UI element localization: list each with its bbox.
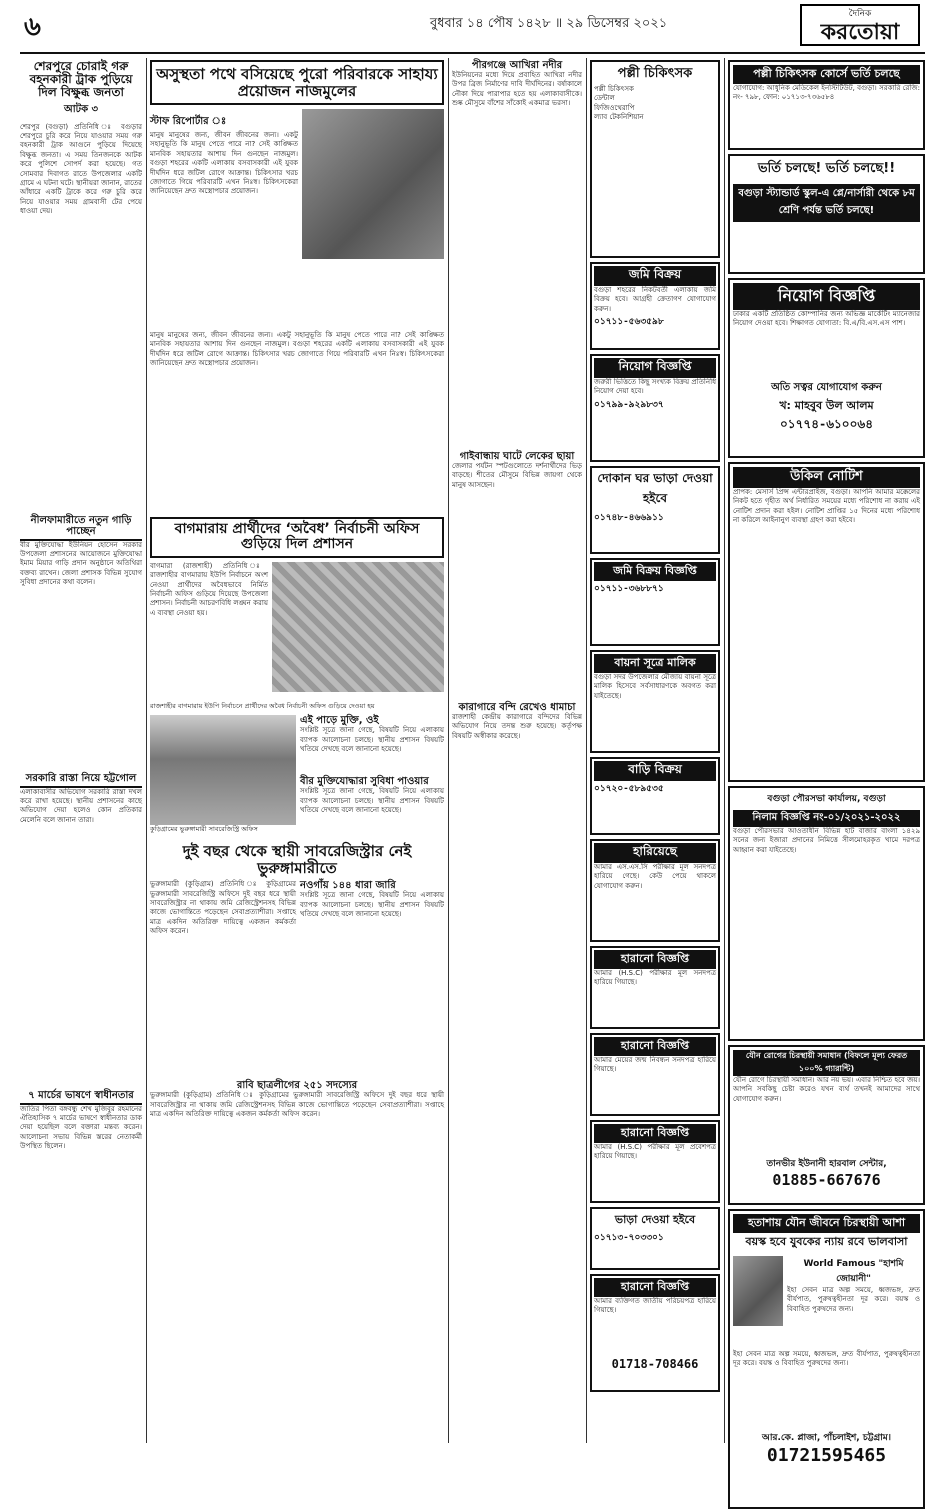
small4-body: ভুরুঙ্গামারী (কুড়িগ্রাম) প্রতিনিধি ঃ কুড়িগ্রামের ভুরুঙ্গামারী সাবরেজিস্ট্রি অফিসে দুই বছর ধরে স্থায়ী সাবরেজিস্ট্রার না থাকায় জমি রেজিস্ট্রেশনসহ বিভিন্ন কাজে ভোগান্তিতে পড়েছেন সেবাপ্রত্যাশীরা। সপ্তাহে মাত্র একদিন অতিরিক্ত দায়িত্বে একজন কর্মকর্তা অফিস করেন। [150,1091,444,1118]
ad-body: আমার মেয়ের জন্ম নিবন্ধন সনদপত্র হারিয়ে গিয়াছে। [594,1056,716,1074]
ad-lost-notice [590,946,720,1029]
ad-lost-notice [590,1033,720,1116]
ad-contact: অতি সত্বর যোগাযোগ করুন [771,382,882,393]
ad-phone: 01718-708466 [611,1357,699,1371]
ad-phone: ০১৭২০-৫৮৯৫৩৫ [594,784,664,794]
small2-body: সংশ্লিষ্ট সূত্রে জানা গেছে, বিষয়টি নিয়ে এলাকায় ব্যাপক আলোচনা চলছে। স্থানীয় প্রশাসন বিষয়টি খতিয়ে দেখছে বলে জানানো হয়েছে। [300,787,444,814]
office-photo [150,715,296,825]
ad-title: বায়না সূত্রে মালিক [594,654,716,673]
ad-body: আমার এস.এস.সি পরীক্ষার মূল সনদপত্র হারিয়ে গেছে। কেউ পেয়ে থাকলে যোগাযোগ করুন। [594,863,716,890]
ad-title: ভর্তি চলছে! ভর্তি চলছে!! [757,161,896,176]
story3-headline: সরকারি রাস্তা নিয়ে হট্টগোল [20,771,142,788]
lead-body: শেরপুর (বগুড়া) প্রতিনিধি ঃ বগুড়ার শেরপুরে চুরি করে নিয়ে যাওয়ার সময় গরু বহনকারী ট্রাক আগুনে পুড়িয়ে দিয়েছে বিক্ষুব্ধ জনতা। এ সময় তিনজনকে আটক করে পুলিশে সোপর্দ করা হয়েছে। গত সোমবার দিবাগত রাতে উপজেলার একটি গ্রামে এ ঘটনা ঘটে। স্থানীয়রা জানান, রাতের আঁধারে একটি ট্রাকে করে গরু চুরি করে নিয়ে যাওয়ার সময় গ্রামবাসী টের পেয়ে ধাওয়া দেয়। [20,122,142,216]
ad-brand: World Famous "হাশমি জোয়ানী" [803,1259,904,1284]
lead-headline: শেরপুরে চোরাই গরু বহনকারী ট্রাক পুড়িয়ে দিল বিক্ষুব্ধ জনতা [29,59,133,100]
ad-title: হারানো বিজ্ঞপ্তি [594,1278,716,1297]
ad-title: বাড়ি বিক্রয় [594,761,716,781]
small2-headline: বীর মুক্তিযোদ্ধারা সুবিধা পাওয়ার [300,776,429,788]
ad-lost [590,839,720,942]
main-body-continued: মানুষ মানুষের জন্য, জীবন জীবনের জন্য। একটু সহানুভূতি কি মানুষ পেতে পারে না? সেই কাঙ্ক্ষিত মানবিক সহায়তার আশায় দিন গুনছেন নাজমুল। বগুড়া শহরের একটি এলাকায় বসবাসকারী এই যুবক দীর্ঘদিন ধরে জটিল রোগে আক্রান্ত। চিকিৎসার খরচ জোগাতে গিয়ে পরিবারটি এখন নিঃস্ব। চিকিৎসকেরা জানিয়েছেন দ্রুত অস্ত্রোপচার প্রয়োজন। [150,331,444,368]
column-divider [586,58,587,1443]
ad-footer: আর.কে. প্লাজা, পাঁচলাইশ, চট্টগ্রাম। [762,1433,891,1443]
second-body: বাগমারা (রাজশাহী) প্রতিনিধি ঃ রাজশাহীর বাগমারায় ইউপি নির্বাচনে অংশ নেওয়া প্রার্থীদের অবৈধভাবে নির্মিত নির্বাচনী অফিস গুড়িয়ে দিয়েছে উপজেলা প্রশাসন। নির্বাচনী আচরণবিধি লঙ্ঘন করায় এ ব্যবস্থা নেওয়া হয়। [150,561,268,617]
column-1 [20,60,142,1445]
third-body: ভুরুঙ্গামারী (কুড়িগ্রাম) প্রতিনিধি ঃ কুড়িগ্রামের ভুরুঙ্গামারী সাবরেজিস্ট্রি অফিসে দুই বছর ধরে স্থায়ী সাবরেজিস্ট্রার না থাকায় জমি রেজিস্ট্রেশনসহ বিভিন্ন কাজে ভোগান্তিতে পড়েছেন সেবাপ্রত্যাশীরা। সপ্তাহে মাত্র একদিন অতিরিক্ত দায়িত্বে একজন কর্মকর্তা অফিস করেন। [150,880,296,936]
column-divider [724,58,725,1443]
doctor-photo [733,1256,783,1326]
story4-headline: ৭ মার্চের ভাষণে স্বাধীনতার [20,1088,142,1105]
ad-body: আমার ব্যক্তিগত জাতীয় পরিচয়পত্র হারিয়ে গিয়াছে। [594,1297,716,1315]
ad-phone: ০১৭৯৯-৯২৯৮৩৭ [594,399,664,410]
ad-house-sale [590,757,720,835]
ad-herbal [728,1045,925,1205]
ad-title: নিয়োগ বিজ্ঞপ্তি [733,283,920,310]
small1-body: সংশ্লিষ্ট সূত্রে জানা গেছে, বিষয়টি নিয়ে এলাকায় ব্যাপক আলোচনা চলছে। স্থানীয় প্রশাসন বিষয়টি খতিয়ে দেখছে বলে জানানো হয়েছে। [300,726,444,753]
column-divider [146,58,147,1443]
ad-auction-notice [728,786,925,1041]
ad-title: উকিল নোটিশ [733,467,920,488]
portrait-photo [302,109,444,259]
ad-line: ডেন্টাল [594,94,615,103]
ad-body: ইহা সেবন মাত্র অল্প সময়ে, ধ্বজভঙ্গ, দ্রুত বীর্যপাত, পুরুষত্বহীনতা দূর করে। বয়স্ক ও বিবাহিত পুরুষদের জন্য। [787,1286,920,1313]
ad-herbal-2 [728,1209,925,1509]
c3-story2-headline: গাইবান্ধায় ঘাটে লেকের ছায়া [459,451,575,462]
ad-issuer: বগুড়া পৌরসভা কার্যালয়, বগুড়া [767,794,886,804]
page-number: ৬ [24,12,41,42]
ad-body-2: ইহা সেবন মাত্র অল্প সময়ে, ধ্বজভঙ্গ, দ্রুত বীর্যপাত, পুরুষত্বহীনতা দূর করে। বয়স্ক ও বিবাহিত পুরুষদের জন্য। [733,1350,920,1368]
ad-body: বগুড়া সদর উপজেলার মৌজায় বায়না সূত্রে মালিক হিসেবে সর্বসাধারণকে অবগত করা যাইতেছে। [594,673,716,700]
c3-story3-headline: কারাগারে বন্দি রেখেও ধামাচা [458,702,576,713]
ad-recruitment-notice [728,278,925,458]
ad-title: পল্লী চিকিৎসক [617,66,693,81]
ad-title: হতাশায় যৌন জীবনে চিরস্থায়ী আশা [733,1214,920,1233]
header-rule [20,52,925,54]
ad-subtitle: বয়স্ক হবে যুবকের ন্যায় রবে ভালবাসা [745,1235,908,1248]
second-headline: বাগমারায় প্রার্থীদের ‘অবৈধ’ নির্বাচনী অফিস গুড়িয়ে দিল প্রশাসন [150,517,444,558]
ad-body: বগুড়া শহরের নিকটবর্তী এলাকায় জমি বিক্রয় হবে। আগ্রহী ক্রেতাগণ যোগাযোগ করুন। [594,286,716,313]
date-line: বুধবার ১৪ পৌষ ১৪২৮ ॥ ২৯ ডিসেম্বর ২০২১ [430,16,668,31]
ad-title: পল্লী চিকিৎসক কোর্সে ভর্তি চলছে [733,65,920,84]
ad-rural-doctor [590,60,720,258]
ad-phone: ০১৭১১-৩৬৮৮৭১ [594,584,664,594]
ad-phone: ০১৭১৩-৭০৩৩০১ [594,1233,664,1243]
ad-land-sale-notice [590,558,720,646]
third-headline: দুই বছর থেকে স্থায়ী সাবরেজিস্ট্রার নেই ভুরুঙ্গামারীতে [182,842,412,877]
ad-phone: ০১৭১১-৫৬৩৫৯৮ [594,317,664,328]
ad-line: পল্লী চিকিৎসক [594,85,634,93]
ad-title: জমি বিক্রয় বিজ্ঞপ্তি [594,562,716,581]
column-3 [452,60,582,1445]
ad-land-sale [590,262,720,350]
ad-title: হারানো বিজ্ঞপ্তি [594,1124,716,1143]
ad-phone: ০১৭৪৮-৪৬৬৯১১ [594,513,664,523]
ad-deed-owner [590,650,720,753]
c3-story3-body: রাজশাহী কেন্দ্রীয় কারাগারে বন্দিদের বিভিন্ন অভিযোগ নিয়ে তদন্ত শুরু হয়েছে। কর্তৃপক্ষ বিষয়টি অস্বীকার করেছে। [452,713,582,740]
story2-headline: নীলফামারীতে নতুন গাড়ি পাচ্ছেন [20,513,142,541]
ad-title: হারানো বিজ্ঞপ্তি [594,1037,716,1056]
column-divider [448,58,449,1443]
ad-line: ফিজিওথেরাপি [594,103,635,112]
small1-headline: এই পাড়ে মুক্তি, ওই [300,715,379,727]
ad-title: জমি বিক্রয় [594,266,716,286]
ad-title: নিয়োগ বিজ্ঞপ্তি [594,358,716,378]
ad-body: বগুড়া পৌরসভার আওতাধীন বিভিন্ন হাট বাজার বাংলা ১৪২৯ সনের জন্য ইজারা প্রদানের নিমিত্তে সীলমোহরকৃত খামে দরপত্র আহ্বান করা যাইতেছে। [733,827,920,854]
ad-body: ঢাকার একটি প্রতিষ্ঠিত কোম্পানির জন্য অভিজ্ঞ মার্কেটিং ম্যানেজার নিয়োগ দেওয়া হবে। শিক্ষাগত যোগ্যতা: বি.এ/বি.এস.এস পাশ। [733,310,920,328]
ad-title: যৌন রোগের চিরস্থায়ী সমাধান (বিফলে মূল্য ফেরত ১০০% গ্যারান্টি) [733,1050,920,1076]
ad-body: যোগাযোগ: আধুনিক মেডিকেল ইনস্টিটিউট, বগুড়া। সরকারি রেজি: নং- ৭৯৮, ফোন: ০১৭১৩-৭৩৬৫৮৪ [733,84,920,102]
c3-story1-body: ইউনিয়নের মধ্যে দিয়ে প্রবাহিত আখিরা নদীর উপর ব্রিজ নির্মাণের দাবি দীর্ঘদিনের। বর্ষাকালে নৌকা দিয়ে পারাপার হতে হয় এলাকাবাসীকে। শুষ্ক মৌসুমে বাঁশের সাঁকোই একমাত্র ভরসা। [452,71,582,108]
ad-shop-rent [590,466,720,554]
lead-subheadline: আটক ৩ [63,103,99,115]
ad-body: আমার (H.S.C) পরীক্ষার মূল প্রবেশপত্র হারিয়ে গিয়াছে। [594,1143,716,1161]
ad-title: ভাড়া দেওয়া হইবে [614,1213,696,1226]
column-5-ads [728,60,925,1466]
photo-caption-2: কুড়িগ্রামের ভুরুঙ্গামারী সাবরেজিস্ট্রি অফিস [150,825,258,834]
ad-title: দোকান ঘর ভাড়া দেওয়া হইবে [597,471,713,505]
ad-course [728,60,925,150]
ad-body: আমার (H.S.C) পরীক্ষার মূল সনদপত্র হারিয়ে গিয়াছে। [594,969,716,987]
ad-body: জরুরী ভিত্তিতে কিছু সংখ্যক বিক্রয় প্রতিনিধি নিয়োগ দেয়া হবে। [594,378,716,396]
story2-body: বীর মুক্তিযোদ্ধা ইউনিয়ন হোসেন সরকার উপজেলা প্রশাসনের আয়োজনে মুক্তিযোদ্ধা ইমাম মিয়ার গাড়ি প্রদান অনুষ্ঠানে অতিথিরা বক্তব্য রাখেন। জেলা প্রশাসক বিভিন্ন সুযোগ সুবিধা প্রদানের কথা বলেন। [20,540,142,587]
ad-phone: ০১৭৭৪-৬১০০৬৪ [780,417,873,431]
story3-body: এলাকাবাসীর অভিযোগ সরকারি রাস্তা দখল করে রাখা হয়েছে। স্থানীয় প্রশাসনের কাছে অভিযোগ দেয়া হলেও কোন প্রতিকার মেলেনি বলে জানান তারা। [20,787,142,824]
column-2 [150,60,444,1445]
ad-lost-notice [590,1120,720,1203]
small3-body: সংশ্লিষ্ট সূত্রে জানা গেছে, বিষয়টি নিয়ে এলাকায় ব্যাপক আলোচনা চলছে। স্থানীয় প্রশাসন বিষয়টি খতিয়ে দেখছে বলে জানানো হয়েছে। [300,891,444,918]
c3-story2-body: জেলার পর্যটন স্পটগুলোতে দর্শনার্থীদের ভিড় বাড়ছে। শীতের মৌসুমে বিভিন্ন জায়গা থেকে মানুষ আসছেন। [452,462,582,489]
ad-body: যৌন রোগে চিরস্থায়ী সমাধান। আর নয় ভয়। এবার নিশ্চিত হবে জয়। আপনি সবকিছু চেষ্টা করেও যখন ব্যর্থ তখনই আমাদের সাথে যোগাযোগ করুন। [733,1076,920,1103]
ad-title: নিলাম বিজ্ঞপ্তি নং-০১/২০২১-২০২২ [733,810,920,827]
ad-title: হারিয়েছে [594,843,716,863]
ad-line: ল্যাব টেকনিশিয়ান [594,113,644,122]
main-headline: অসুস্থতা পথে বসিয়েছে পুরো পরিবারকে সাহায্য প্রয়োজন নাজমুলের [150,60,444,105]
ad-lost-notice [590,1274,720,1392]
c3-story1-headline: পীরগঞ্জে আখিরা নদীর [471,60,563,71]
ad-title: হারানো বিজ্ঞপ্তি [594,950,716,969]
photo-caption-1: রাজশাহীর বাগমারায় ইউপি নির্বাচনে প্রার্থীদের অবৈধ নির্বাচনী অফিস গুড়িয়ে দেওয়া হয় [150,701,375,710]
demolition-photo [272,562,444,692]
ad-to-let [590,1207,720,1270]
ad-admission [728,154,925,274]
small4-headline: রাবি ছাত্রলীগের ২৫১ সদস্যের [236,1080,358,1092]
main-byline: স্টাফ রিপোর্টার ঃ [150,116,227,127]
ad-subtitle: বগুড়া স্ট্যান্ডার্ড স্কুল-এ প্লে/নার্সারী থেকে ৮ম শ্রেণি পর্যন্ত ভর্তি চলছে! [733,184,920,222]
newspaper-logo: দৈনিক করতোয়া [800,4,920,46]
small3-headline: নওগাঁয় ১৪৪ ধারা জারি [300,880,396,892]
ad-contact-name: খ: মাহবুব উল আলম [779,399,874,412]
ad-legal-notice [728,462,925,782]
main-body: মানুষ মানুষের জন্য, জীবন জীবনের জন্য। একটু সহানুভূতি কি মানুষ পেতে পারে না? সেই কাঙ্ক্ষিত মানবিক সহায়তার আশায় দিন গুনছেন নাজমুল। বগুড়া শহরের একটি এলাকায় বসবাসকারী এই যুবক দীর্ঘদিন ধরে জটিল রোগে আক্রান্ত। চিকিৎসার খরচ জোগাতে গিয়ে পরিবারটি এখন নিঃস্ব। চিকিৎসকেরা জানিয়েছেন দ্রুত অস্ত্রোপচার প্রয়োজন। [150,131,298,196]
ad-phone: 01885-667676 [772,1171,881,1189]
ad-center: তানভীর ইউনানী হারবাল সেন্টার, [766,1159,887,1169]
ad-phone: 01721595465 [766,1445,887,1466]
story4-body: জাতির পিতা বঙ্গবন্ধু শেখ মুজিবুর রহমানের ঐতিহাসিক ৭ মার্চের ভাষণে স্বাধীনতার ডাক দেয়া হয়েছিল বলে বক্তারা মন্তব্য করেন। আলোচনা সভায় বিভিন্ন স্তরের নেতাকর্মী উপস্থিত ছিলেন। [20,1104,142,1151]
column-4-classifieds [590,60,720,1445]
ad-recruitment [590,354,720,462]
ad-body: প্রাপক: মেসার্স প্রিন্স এন্টারপ্রাইজ, বগুড়া। আপনি আমার মক্কেলের নিকট হতে গৃহীত অর্থ নির্ধারিত সময়ের মধ্যে পরিশোধ না করায় এই নোটিশ প্রদান করা হইল। নোটিশ প্রাপ্তির ১৫ দিনের মধ্যে পরিশোধ না করিলে আইনানুগ ব্যবস্থা গ্রহণ করা হইবে। [733,488,920,525]
